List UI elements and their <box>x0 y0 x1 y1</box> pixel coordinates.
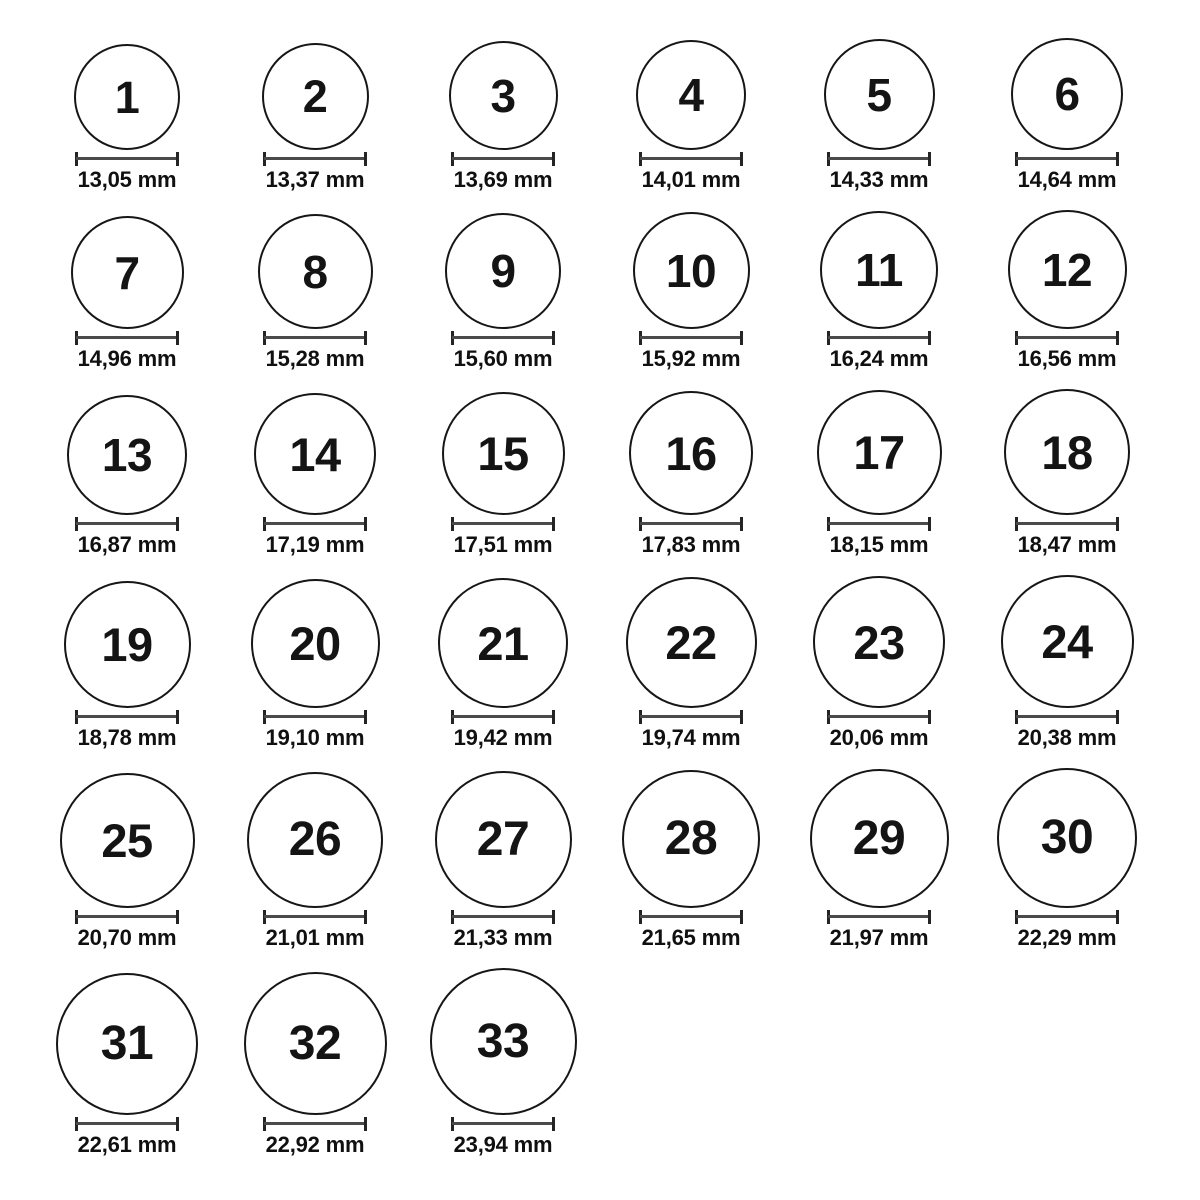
diameter-dimension-line <box>827 710 931 724</box>
dimension-bar <box>1016 157 1118 160</box>
diameter-label: 18,47 mm <box>1017 532 1117 557</box>
ring-item <box>785 211 973 371</box>
diameter-dimension-line <box>451 331 555 345</box>
dimension-tick-right <box>1116 710 1119 724</box>
dimension-tick-right <box>740 331 743 345</box>
dimension-bar <box>264 715 366 718</box>
ring-size-number: 29 <box>852 811 906 865</box>
diameter-dimension-line <box>1015 710 1119 724</box>
dimension-bar <box>640 522 742 525</box>
diameter-dimension-line <box>75 152 179 166</box>
diameter-dimension-line <box>1015 910 1119 924</box>
ring-circle <box>64 581 191 708</box>
ring-circle <box>430 968 577 1115</box>
diameter-dimension-line <box>451 710 555 724</box>
dimension-tick-right <box>1116 910 1119 924</box>
ring-item <box>409 771 597 950</box>
dimension-bar <box>76 715 178 718</box>
diameter-dimension-line <box>263 331 367 345</box>
diameter-label: 13,05 mm <box>77 167 177 192</box>
diameter-label: 19,42 mm <box>453 725 553 750</box>
ring-size-number: 14 <box>289 427 341 481</box>
dimension-tick-right <box>552 517 555 531</box>
dimension-bar <box>1016 715 1118 718</box>
diameter-dimension-line <box>451 517 555 531</box>
ring-circle <box>636 40 746 150</box>
ring-size-number: 22 <box>665 616 717 669</box>
diameter-label: 15,28 mm <box>265 346 365 371</box>
dimension-bar <box>1016 336 1118 339</box>
ring-size-number: 11 <box>855 244 903 296</box>
dimension-tick-right <box>176 517 179 531</box>
diameter-label: 21,01 mm <box>265 925 365 950</box>
ring-row <box>33 768 1200 950</box>
ring-item <box>785 39 973 192</box>
ring-row <box>33 210 1200 371</box>
diameter-dimension-line <box>639 152 743 166</box>
diameter-label: 23,94 mm <box>453 1132 553 1157</box>
ring-item <box>221 579 409 750</box>
ring-size-number: 21 <box>477 616 529 670</box>
ring-item <box>33 44 221 192</box>
ring-circle <box>1004 389 1130 515</box>
ring-size-number: 31 <box>100 1017 154 1070</box>
ring-item <box>973 389 1161 557</box>
diameter-dimension-line <box>1015 331 1119 345</box>
dimension-bar <box>264 522 366 525</box>
ring-item <box>33 773 221 950</box>
ring-size-number: 23 <box>853 615 905 669</box>
ring-item <box>33 973 221 1157</box>
diameter-label: 17,51 mm <box>453 532 553 557</box>
diameter-dimension-line <box>639 331 743 345</box>
diameter-label: 21,33 mm <box>453 925 553 950</box>
ring-circle <box>1008 210 1127 329</box>
dimension-tick-right <box>928 517 931 531</box>
ring-size-number: 16 <box>665 426 717 480</box>
ring-size-number: 28 <box>664 812 718 865</box>
dimension-tick-right <box>928 152 931 166</box>
dimension-bar <box>264 336 366 339</box>
dimension-tick-right <box>364 1117 367 1131</box>
ring-circle <box>247 772 383 908</box>
ring-item <box>221 393 409 557</box>
diameter-label: 20,70 mm <box>77 925 177 950</box>
dimension-tick-right <box>364 152 367 166</box>
ring-row <box>33 968 1200 1157</box>
diameter-label: 16,24 mm <box>829 346 929 371</box>
ring-size-number: 7 <box>114 246 140 299</box>
diameter-label: 16,87 mm <box>77 532 177 557</box>
diameter-dimension-line <box>1015 152 1119 166</box>
diameter-label: 21,65 mm <box>641 925 741 950</box>
diameter-dimension-line <box>451 152 555 166</box>
diameter-label: 16,56 mm <box>1017 346 1117 371</box>
ring-size-number: 5 <box>866 68 892 121</box>
dimension-bar <box>828 157 930 160</box>
ring-size-number: 18 <box>1041 425 1093 479</box>
ring-item <box>221 43 409 192</box>
ring-item <box>597 212 785 371</box>
ring-item <box>597 770 785 950</box>
dimension-tick-right <box>552 331 555 345</box>
ring-size-number: 25 <box>101 814 153 867</box>
ring-item <box>33 581 221 750</box>
ring-circle <box>820 211 938 329</box>
ring-circle <box>810 769 949 908</box>
ring-item <box>973 575 1161 750</box>
ring-circle <box>442 392 565 515</box>
diameter-dimension-line <box>451 1117 555 1131</box>
dimension-tick-right <box>1116 152 1119 166</box>
ring-item <box>973 210 1161 371</box>
dimension-bar <box>76 1122 178 1125</box>
dimension-bar <box>264 1122 366 1125</box>
diameter-dimension-line <box>75 331 179 345</box>
dimension-tick-right <box>176 1117 179 1131</box>
ring-circle <box>258 214 373 329</box>
ring-size-number: 12 <box>1041 243 1093 296</box>
dimension-bar <box>452 157 554 160</box>
dimension-bar <box>264 157 366 160</box>
ring-size-number: 27 <box>476 812 530 866</box>
ring-size-number: 15 <box>477 427 529 480</box>
ring-item <box>409 41 597 192</box>
ring-circle <box>824 39 935 150</box>
ring-item <box>785 390 973 557</box>
ring-item <box>973 38 1161 192</box>
dimension-tick-right <box>364 710 367 724</box>
ring-circle <box>56 973 198 1115</box>
ring-circle <box>1011 38 1123 150</box>
ring-size-number: 20 <box>289 617 341 670</box>
diameter-dimension-line <box>263 1117 367 1131</box>
diameter-dimension-line <box>827 331 931 345</box>
ring-circle <box>445 213 561 329</box>
ring-item <box>221 972 409 1157</box>
ring-size-number: 26 <box>288 813 342 866</box>
ring-size-number: 3 <box>490 69 516 122</box>
diameter-dimension-line <box>263 910 367 924</box>
dimension-bar <box>640 915 742 918</box>
diameter-dimension-line <box>639 710 743 724</box>
dimension-tick-right <box>552 1117 555 1131</box>
dimension-tick-right <box>740 710 743 724</box>
dimension-bar <box>828 915 930 918</box>
ring-item <box>785 769 973 950</box>
dimension-tick-right <box>364 331 367 345</box>
ring-circle <box>817 390 942 515</box>
diameter-dimension-line <box>639 910 743 924</box>
ring-circle <box>262 43 369 150</box>
ring-size-number: 6 <box>1054 68 1080 120</box>
dimension-bar <box>640 336 742 339</box>
ring-row <box>33 38 1200 192</box>
dimension-bar <box>452 522 554 525</box>
diameter-dimension-line <box>75 1117 179 1131</box>
dimension-bar <box>640 157 742 160</box>
dimension-bar <box>452 1122 554 1125</box>
ring-size-number: 2 <box>302 71 328 122</box>
diameter-label: 18,15 mm <box>829 532 929 557</box>
diameter-label: 22,29 mm <box>1017 925 1117 950</box>
ring-circle <box>997 768 1137 908</box>
ring-row <box>33 389 1200 557</box>
ring-size-number: 1 <box>114 71 140 123</box>
dimension-bar <box>452 915 554 918</box>
dimension-tick-right <box>928 331 931 345</box>
diameter-label: 14,33 mm <box>829 167 929 192</box>
ring-circle <box>435 771 572 908</box>
dimension-tick-right <box>176 710 179 724</box>
ring-size-number: 32 <box>288 1016 342 1070</box>
ring-size-number: 13 <box>101 429 153 481</box>
diameter-label: 13,37 mm <box>265 167 365 192</box>
dimension-bar <box>76 336 178 339</box>
ring-item <box>409 392 597 557</box>
dimension-bar <box>828 715 930 718</box>
diameter-label: 19,10 mm <box>265 725 365 750</box>
diameter-dimension-line <box>1015 517 1119 531</box>
ring-circle <box>449 41 558 150</box>
diameter-label: 19,74 mm <box>641 725 741 750</box>
ring-item <box>33 216 221 371</box>
ring-circle <box>254 393 376 515</box>
diameter-dimension-line <box>263 710 367 724</box>
ring-item <box>597 391 785 557</box>
dimension-bar <box>828 336 930 339</box>
diameter-dimension-line <box>75 517 179 531</box>
dimension-tick-right <box>364 517 367 531</box>
diameter-dimension-line <box>639 517 743 531</box>
ring-size-number: 10 <box>665 244 717 297</box>
ring-circle <box>244 972 387 1115</box>
dimension-tick-right <box>176 910 179 924</box>
dimension-tick-right <box>552 152 555 166</box>
diameter-label: 21,97 mm <box>829 925 929 950</box>
dimension-tick-right <box>740 517 743 531</box>
ring-item <box>221 214 409 371</box>
dimension-tick-right <box>928 910 931 924</box>
ring-item <box>973 768 1161 950</box>
diameter-dimension-line <box>827 517 931 531</box>
ring-circle <box>629 391 753 515</box>
dimension-bar <box>76 157 178 160</box>
diameter-label: 22,61 mm <box>77 1132 177 1157</box>
ring-size-number: 9 <box>490 245 516 297</box>
diameter-label: 14,64 mm <box>1017 167 1117 192</box>
dimension-tick-right <box>928 710 931 724</box>
ring-circle <box>438 578 568 708</box>
ring-circle <box>813 576 945 708</box>
diameter-dimension-line <box>827 152 931 166</box>
diameter-label: 17,83 mm <box>641 532 741 557</box>
dimension-tick-right <box>552 910 555 924</box>
ring-size-number: 17 <box>853 426 905 479</box>
dimension-bar <box>1016 522 1118 525</box>
diameter-label: 22,92 mm <box>265 1132 365 1157</box>
diameter-label: 18,78 mm <box>77 725 177 750</box>
dimension-bar <box>640 715 742 718</box>
ring-item <box>785 576 973 750</box>
ring-size-number: 4 <box>678 69 704 121</box>
ring-circle <box>67 395 187 515</box>
ring-circle <box>74 44 180 150</box>
ring-circle <box>251 579 380 708</box>
ring-circle <box>60 773 195 908</box>
diameter-label: 13,69 mm <box>453 167 553 192</box>
diameter-dimension-line <box>451 910 555 924</box>
dimension-bar <box>828 522 930 525</box>
dimension-tick-right <box>740 152 743 166</box>
diameter-label: 14,01 mm <box>641 167 741 192</box>
dimension-tick-right <box>740 910 743 924</box>
diameter-dimension-line <box>75 710 179 724</box>
ring-item <box>597 40 785 192</box>
ring-item <box>409 968 597 1157</box>
ring-item <box>409 213 597 371</box>
diameter-dimension-line <box>75 910 179 924</box>
dimension-tick-right <box>176 331 179 345</box>
dimension-bar <box>76 522 178 525</box>
dimension-tick-right <box>364 910 367 924</box>
diameter-label: 20,06 mm <box>829 725 929 750</box>
dimension-tick-right <box>552 710 555 724</box>
diameter-label: 14,96 mm <box>77 346 177 371</box>
ring-item <box>597 577 785 750</box>
ring-size-number: 8 <box>302 245 328 298</box>
dimension-tick-right <box>176 152 179 166</box>
ring-circle <box>626 577 757 708</box>
dimension-bar <box>1016 915 1118 918</box>
diameter-dimension-line <box>263 152 367 166</box>
dimension-bar <box>264 915 366 918</box>
dimension-bar <box>76 915 178 918</box>
diameter-label: 15,92 mm <box>641 346 741 371</box>
diameter-label: 20,38 mm <box>1017 725 1117 750</box>
dimension-bar <box>452 336 554 339</box>
ring-row <box>33 575 1200 750</box>
diameter-dimension-line <box>263 517 367 531</box>
dimension-tick-right <box>1116 331 1119 345</box>
ring-item <box>409 578 597 750</box>
diameter-label: 15,60 mm <box>453 346 553 371</box>
ring-circle <box>622 770 760 908</box>
ring-circle <box>1001 575 1134 708</box>
ring-size-number: 30 <box>1040 811 1094 864</box>
diameter-label: 17,19 mm <box>265 532 365 557</box>
ring-size-number: 33 <box>476 1014 530 1068</box>
dimension-bar <box>452 715 554 718</box>
ring-circle <box>71 216 184 329</box>
ring-circle <box>633 212 750 329</box>
ring-item <box>33 395 221 557</box>
dimension-tick-right <box>1116 517 1119 531</box>
ring-size-number: 19 <box>101 618 153 671</box>
ring-size-number: 24 <box>1041 615 1093 668</box>
diameter-dimension-line <box>827 910 931 924</box>
ring-item <box>221 772 409 950</box>
